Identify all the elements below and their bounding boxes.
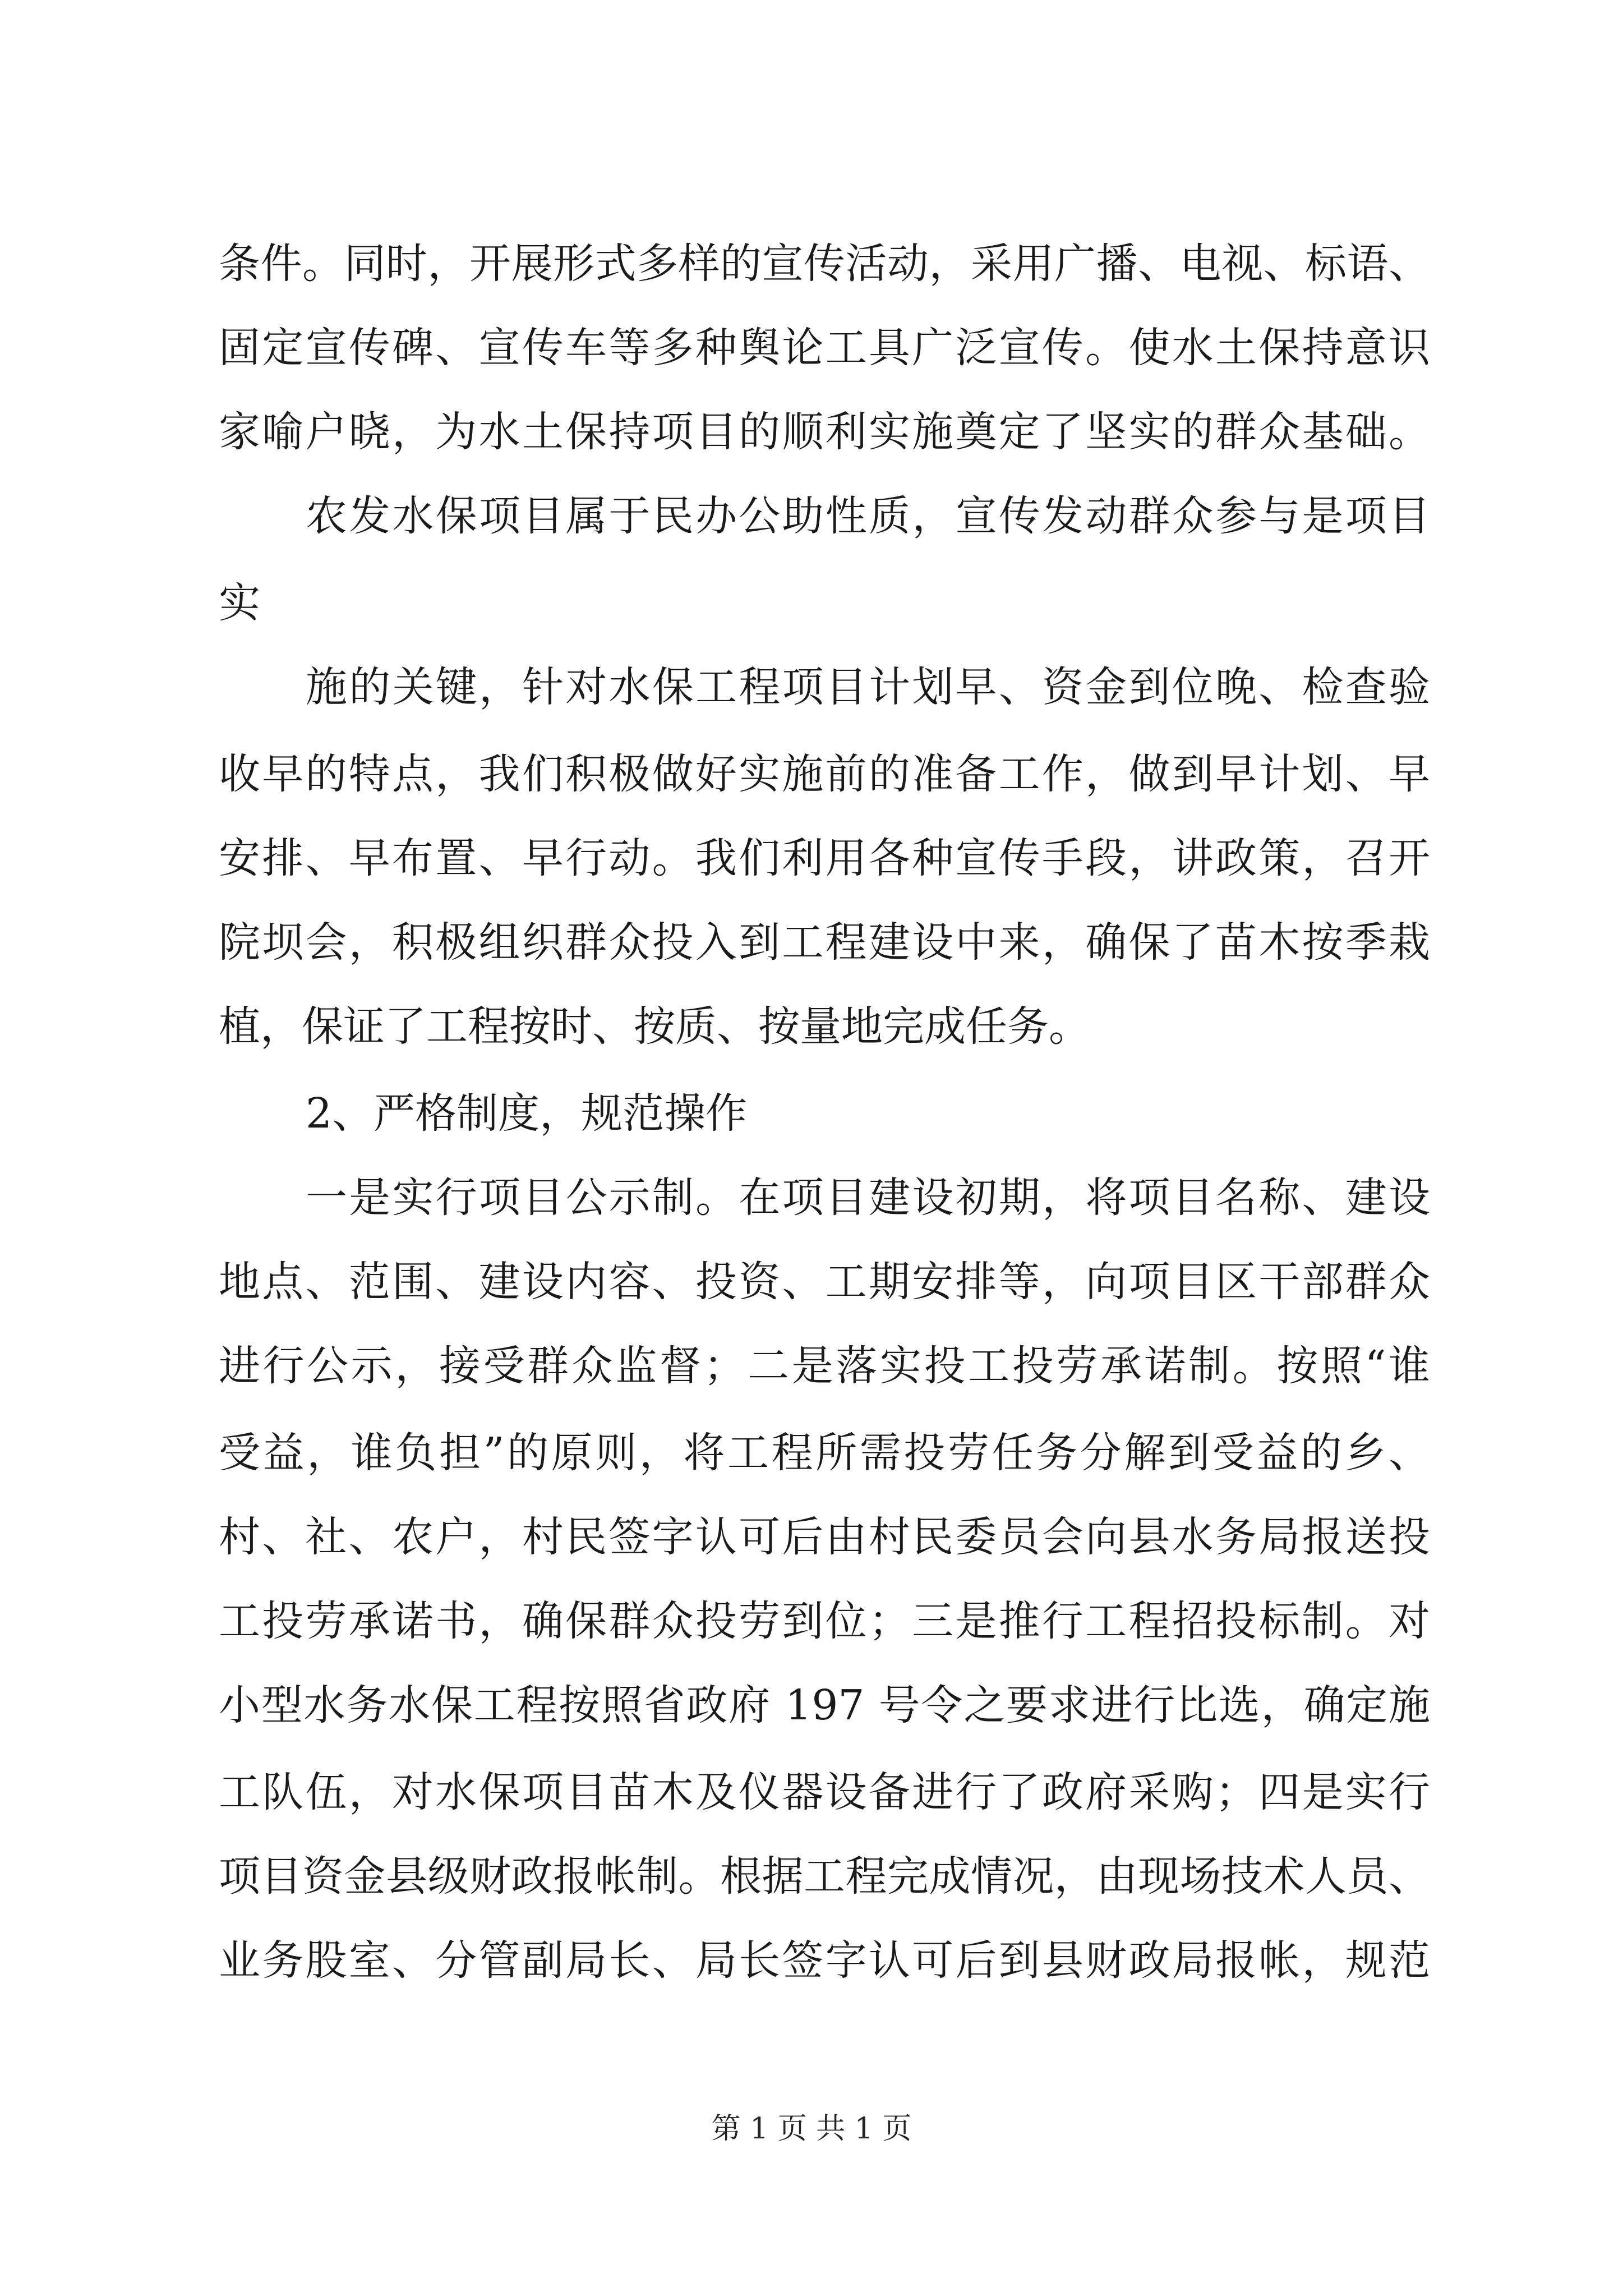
text-line: 固定宣传碑、宣传车等多种舆论工具广泛宣传。使水土保持意识 — [219, 324, 1430, 372]
text-line: 地点、范围、建设内容、投资、工期安排等，向项目区干部群众 — [219, 1258, 1430, 1306]
text-line: 进行公示，接受群众监督；二是落实投工投劳承诺制。按照“谁 — [219, 1342, 1430, 1390]
text-line: 家喻户晓，为水土保持项目的顺利实施奠定了坚实的群众基础。 — [219, 408, 1430, 456]
text-line: 小型水务水保工程按照省政府 197 号令之要求进行比选，确定施 — [219, 1681, 1430, 1729]
page-number-footer: 第 1 页 共 1 页 — [711, 2112, 912, 2146]
paragraph-start-line: 农发水保项目属于民办公助性质，宣传发动群众参与是项目 — [306, 492, 1430, 540]
text-line: 工队伍，对水保项目苗木及仪器设备进行了政府采购；四是实行 — [219, 1768, 1430, 1816]
text-line: 工投劳承诺书，确保群众投劳到位；三是推行工程招投标制。对 — [219, 1597, 1430, 1645]
text-line: 条件。同时，开展形式多样的宣传活动，采用广播、电视、标语、 — [219, 240, 1430, 288]
text-line: 实 — [219, 579, 260, 627]
text-line: 受益，谁负担”的原则，将工程所需投劳任务分解到受益的乡、 — [219, 1429, 1430, 1477]
text-line: 业务股室、分管副局长、局长签字认可后到县财政局报帐，规范 — [219, 1936, 1430, 1985]
text-line: 村、社、农户，村民签字认可后由村民委员会向县水务局报送投 — [219, 1513, 1430, 1561]
paragraph-start-line: 一是实行项目公示制。在项目建设初期，将项目名称、建设 — [306, 1174, 1430, 1222]
text-line: 收早的特点，我们积极做好实施前的准备工作，做到早计划、早 — [219, 750, 1430, 798]
paragraph-start-line: 施的关键，针对水保工程项目计划早、资金到位晚、检查验 — [306, 663, 1430, 711]
text-line: 植，保证了工程按时、按质、按量地完成任务。 — [219, 1002, 1090, 1051]
text-line: 项目资金县级财政报帐制。根据工程完成情况，由现场技术人员、 — [219, 1852, 1430, 1901]
section-heading: 2、严格制度，规范操作 — [306, 1089, 748, 1138]
text-line: 院坝会，积极组织群众投入到工程建设中来，确保了苗木按季栽 — [219, 918, 1430, 967]
text-line: 安排、早布置、早行动。我们利用各种宣传手段，讲政策，召开 — [219, 834, 1430, 882]
